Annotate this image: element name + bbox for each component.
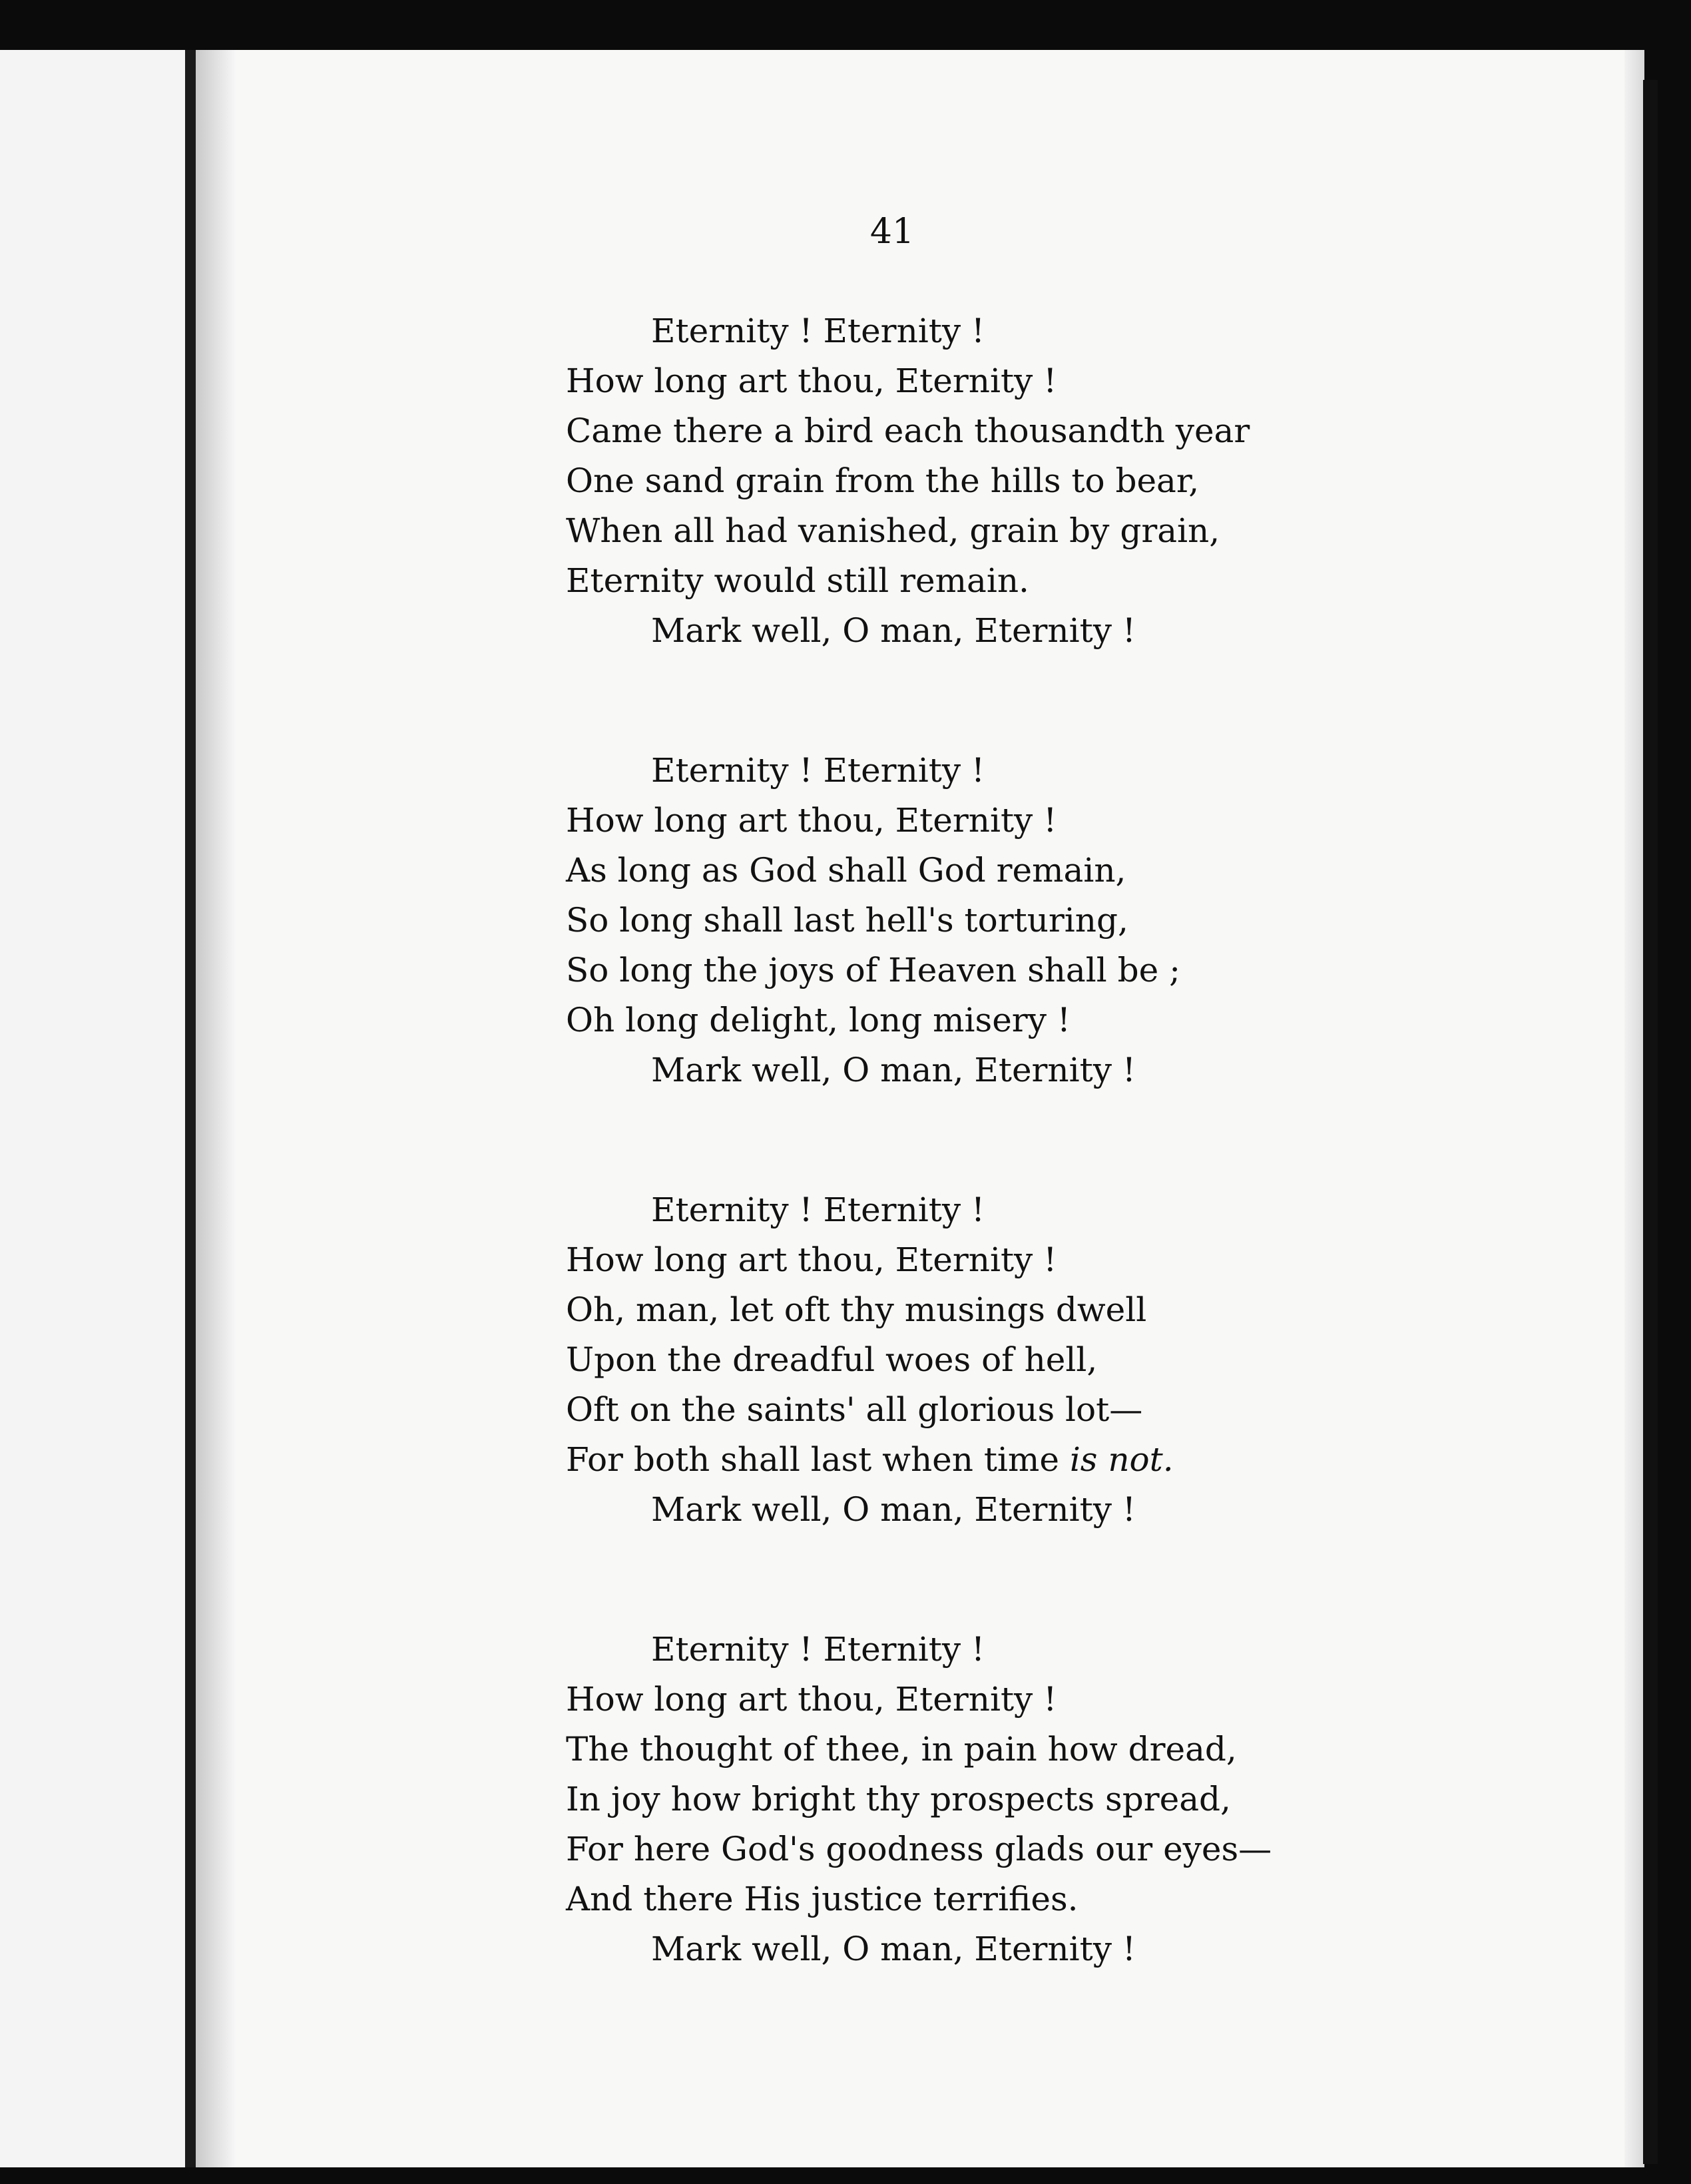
verse-line-italic: is not. — [1069, 1440, 1174, 1479]
verse-line: Upon the dreadful woes of hell, — [566, 1340, 1098, 1379]
verse-line: How long art thou, Eternity ! — [566, 362, 1057, 400]
stanza-3 — [566, 1185, 1431, 1535]
verse-line: How long art thou, Eternity ! — [566, 801, 1057, 840]
verse-line: For here God's goodness glads our eyes— — [566, 1830, 1272, 1868]
verse-line: When all had vanished, grain by grain, — [566, 511, 1220, 550]
gutter-shadow — [196, 50, 236, 2167]
verse-line: So long the joys of Heaven shall be ; — [566, 951, 1180, 989]
verse-line: As long as God shall God remain, — [566, 851, 1126, 890]
verse-line: The thought of thee, in pain how dread, — [566, 1730, 1237, 1769]
stanza-opening: Eternity ! Eternity ! — [651, 1191, 985, 1229]
poem — [566, 306, 1431, 2064]
verse-line-text: For both shall last when time — [566, 1440, 1070, 1479]
stanza-opening: Eternity ! Eternity ! — [651, 751, 985, 790]
verse-line: Eternity would still remain. — [566, 561, 1029, 600]
verse-line: Oh long delight, long misery ! — [566, 1001, 1071, 1039]
verse-line: Oh, man, let oft thy musings dwell — [566, 1290, 1147, 1329]
stanza-4 — [566, 1625, 1431, 1974]
verse-line: Came there a bird each thousandth year — [566, 411, 1250, 450]
stanza-opening: Eternity ! Eternity ! — [651, 312, 985, 350]
verse-line: In joy how bright thy prospects spread, — [566, 1780, 1231, 1818]
stanza-opening: Eternity ! Eternity ! — [651, 1630, 985, 1669]
stanza-1 — [566, 306, 1431, 656]
verse-line: How long art thou, Eternity ! — [566, 1240, 1057, 1279]
page-number: 41 — [869, 212, 915, 252]
verse-line: How long art thou, Eternity ! — [566, 1680, 1057, 1719]
page-edge — [1624, 50, 1644, 2167]
verse-line: Oft on the saints' all glorious lot— — [566, 1390, 1143, 1429]
right-border — [1643, 80, 1658, 2164]
verse-line-mixed — [566, 1435, 1431, 1485]
stanza-refrain: Mark well, O man, Eternity ! — [651, 1051, 1136, 1089]
verse-line: One sand grain from the hills to bear, — [566, 461, 1200, 500]
stanza-2 — [566, 746, 1431, 1095]
stanza-refrain: Mark well, O man, Eternity ! — [651, 611, 1136, 650]
binding-edge — [185, 50, 196, 2167]
binding-strip — [0, 50, 193, 2167]
verse-line: And there His justice terrifies. — [566, 1880, 1079, 1918]
verse-line: So long shall last hell's torturing, — [566, 901, 1128, 940]
stanza-refrain: Mark well, O man, Eternity ! — [651, 1490, 1136, 1529]
stanza-refrain: Mark well, O man, Eternity ! — [651, 1930, 1136, 1968]
